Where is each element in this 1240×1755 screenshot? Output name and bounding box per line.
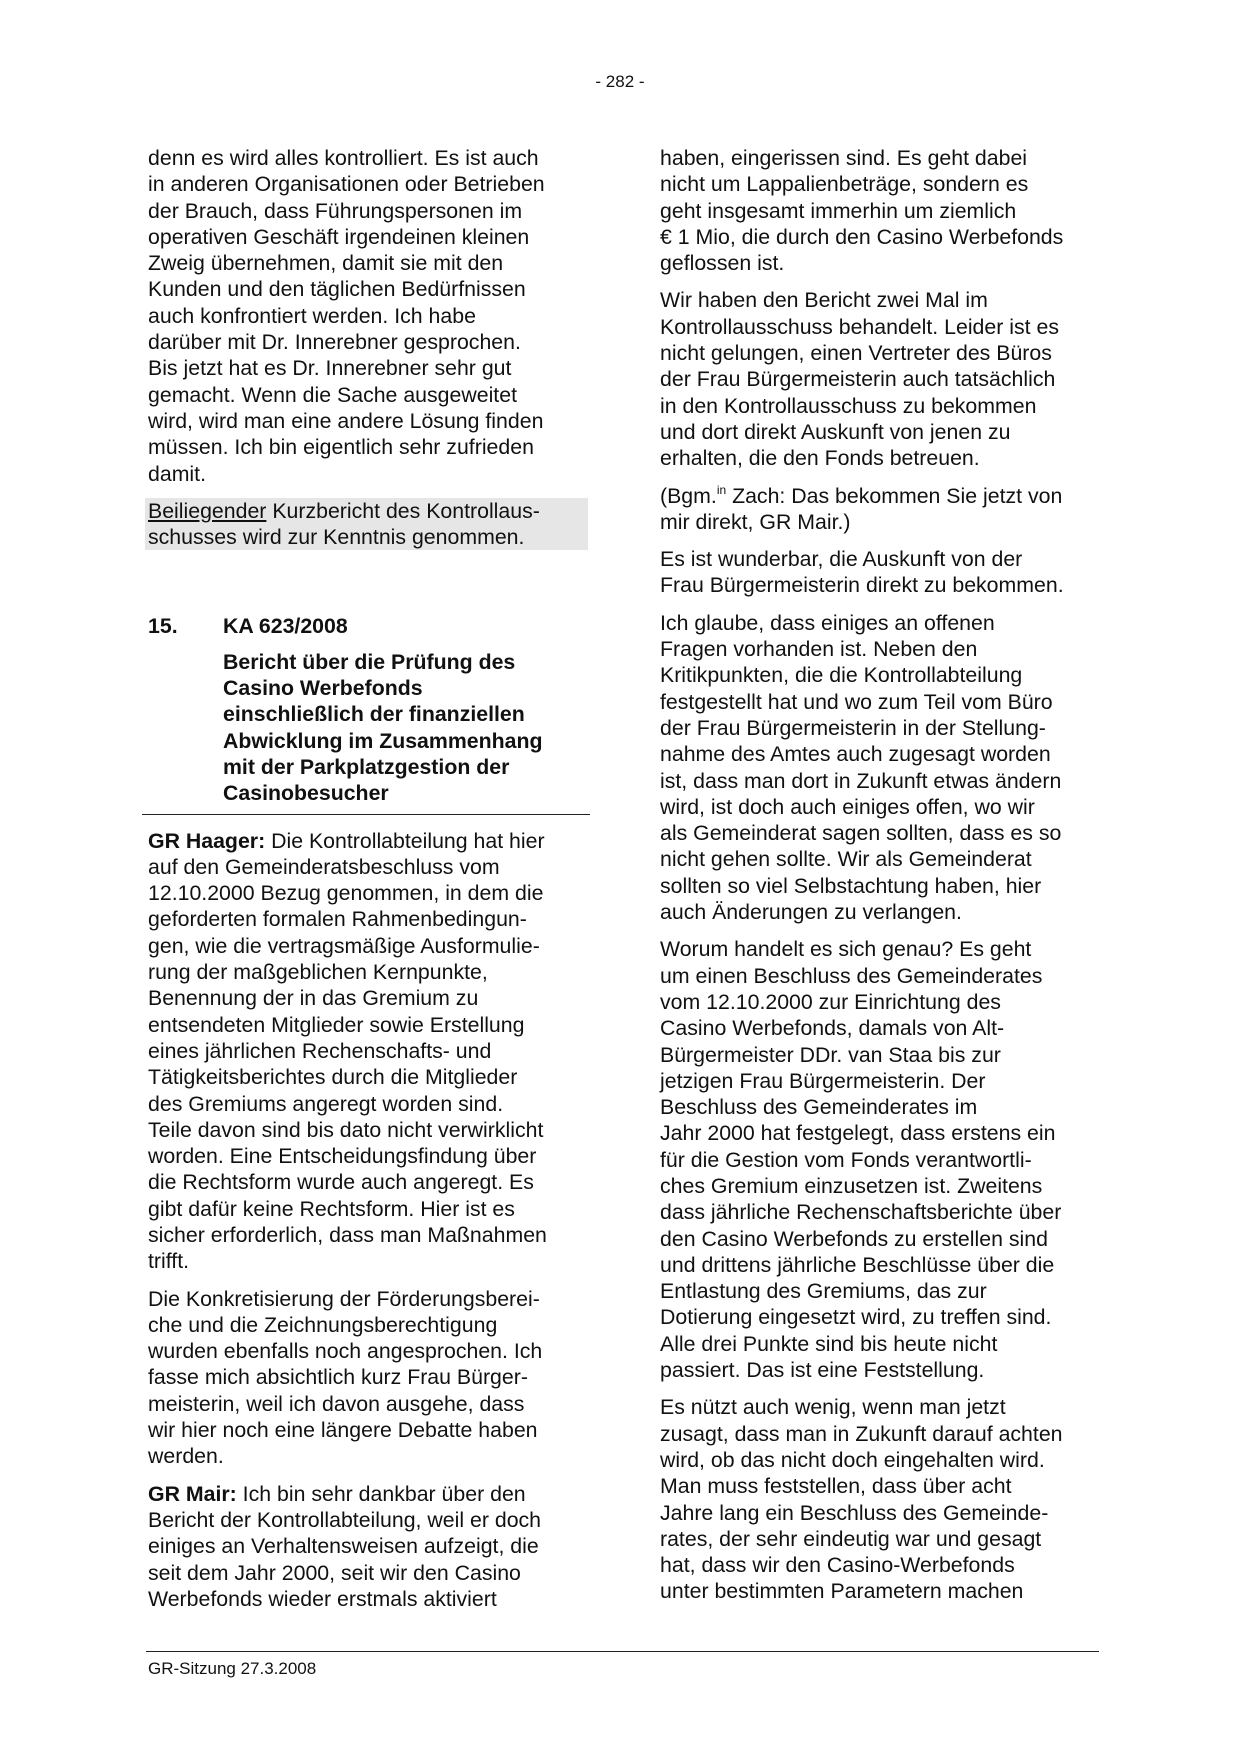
right-paragraph-5: Ich glaube, dass einiges an offenen Fragen vorhanden ist. Neben den Kritikpunkten, die die Kontrollabteilung festgestellt hat und wo zum Teil vom Büro der Frau Bürgermeisterin in der Stellung- nahme des Amtes auch zugesagt worden ist, dass man dort in Zukunft etwas ändern wird, ist doch auch einiges offen, wo wir als Gemeinderat sagen sollten, dass es so nicht gehen sollte. Wir als Gemeinderat sollten so viel Selbstachtung haben, hier auch Änderungen zu verlangen.: [660, 610, 1062, 925]
agenda-item: [148, 613, 588, 814]
right-paragraph-2: Wir haben den Bericht zwei Mal im Kontrollausschuss behandelt. Leider ist es nicht gelungen, einen Vertreter des Büros der Frau Bürgermeisterin auch tatsächlich in den Kontrollausschuss zu bekommen und dort direkt Auskunft von jenen zu erhalten, die den Fonds betreuen.: [660, 288, 1059, 471]
left-paragraph-haager: GR Haager: Die Kontrollabteilung hat hier auf den Gemeinderatsbeschluss vom 12.10.2000 Bezug genommen, in dem die geforderten formalen Rahmenbedingun- gen, wie die vertragsmäßige Ausformulie- rung der maßgeblichen Kernpunkte, Benennung der in das Gremium zu entsendeten Mitglieder sowie Erstellung eines jährlichen Rechenschafts- und Tätigkeitsberichtes durch die Mitglieder des Gremiums angeregt worden sind. Teile davon sind bis dato nicht verwirklicht worden. Eine Entscheidungsfindung über die Rechtsform wurde auch angeregt. Es gibt dafür keine Rechtsform. Hier ist es sicher erforderlich, dass man Maßnahmen trifft.: [148, 828, 547, 1274]
left-paragraph-mair: GR Mair: Ich bin sehr dankbar über den Bericht der Kontrollabteilung, weil er doch einiges an Verhaltensweisen aufzeigt, die seit dem Jahr 2000, seit wir den Casino Werbefonds wieder erstmals aktiviert: [148, 1481, 542, 1611]
right-paragraph-6: Worum handelt es sich genau? Es geht um einen Beschluss des Gemeinderates vom 12.10.2000 zur Einrichtung des Casino Werbefonds, damals von Alt- Bürgermeister DDr. van Staa bis zur jetzigen Frau Bürgermeisterin. Der Beschluss des Gemeinderates im Jahr 2000 hat festgelegt, dass erstens ein für die Gestion vom Fonds verantwortli- ches Gremium einzusetzen ist. Zweitens dass jährliche Rechenschaftsberichte über den Casino Werbefonds zu erstellen sind und drittens jährliche Beschlüsse über die Entlastung des Gremiums, das zur Dotierung eingesetzt wird, zu treffen sind. Alle drei Punkte sind bis heute nicht passiert. Das ist eine Feststellung.: [660, 937, 1062, 1383]
mayor-interjection: (Bgm.$^{in}$ Zach: Das bekommen Sie jetzt von mir direkt, GR Mair.): [660, 482, 1063, 534]
footer-session-date: GR-Sitzung 27.3.2008: [148, 1659, 317, 1678]
page-number: - 282 -: [595, 72, 645, 91]
right-paragraph-1: haben, eingerissen sind. Es geht dabei nicht um Lappalienbeträge, sondern es geht insgesamt immerhin um ziemlich € 1 Mio, die durch den Casino Werbefonds geflossen ist.: [660, 146, 1064, 276]
agenda-title: Bericht über die Prüfung des Casino Werbefonds einschließlich der finanziellen Abwicklung im Zusammenhang mit der Parkplatzgestion der Casinobesucher: [223, 649, 543, 806]
right-column: [660, 145, 1100, 1616]
resolution-note: Beiliegender Kurzbericht des Kontrollaus- schusses wird zur Kenntnis genommen.: [145, 498, 588, 551]
right-paragraph-7: Es nützt auch wenig, wenn man jetzt zusagt, dass man in Zukunft darauf achten wird, ob das nicht doch eingehalten wird. Man muss feststellen, dass über acht Jahre lang ein Beschluss des Gemeinde- rates, der sehr eindeutig war und gesagt hat, dass wir den Casino-Werbefonds unter bestimmten Parametern machen: [660, 1395, 1063, 1604]
left-paragraph-1: denn es wird alles kontrolliert. Es ist auch in anderen Organisationen oder Betrieben der Brauch, dass Führungspersonen im operativen Geschäft irgendeinen kleinen Zweig übernehmen, damit sie mit den Kunden und den täglichen Bedürfnissen auch konfrontiert werden. Ich habe darüber mit Dr. Innerebner gesprochen. Bis jetzt hat es Dr. Innerebner sehr gut gemacht. Wenn die Sache ausgeweitet wird, wird man eine andere Lösung finden müssen. Ich bin eigentlich sehr zufrieden damit.: [148, 146, 545, 486]
agenda-reference: KA 623/2008: [223, 614, 348, 639]
left-paragraph-4: Die Konkretisierung der Förderungsberei- che und die Zeichnungsberechtigung wurden ebenfalls noch angesprochen. Ich fasse mich absichtlich kurz Frau Bürger- meisterin, weil ich davon ausgehe, dass wir hier noch eine längere Debatte haben werden.: [148, 1286, 543, 1469]
right-paragraph-4: Es ist wunderbar, die Auskunft von der Frau Bürgermeisterin direkt zu bekommen.: [660, 547, 1064, 598]
left-column: [148, 145, 588, 1623]
agenda-divider: [142, 814, 590, 815]
speaker-name: GR Mair:: [148, 1481, 237, 1506]
footer-divider: [146, 1651, 1099, 1652]
agenda-number: 15.: [148, 614, 178, 639]
speaker-name: GR Haager:: [148, 828, 266, 853]
